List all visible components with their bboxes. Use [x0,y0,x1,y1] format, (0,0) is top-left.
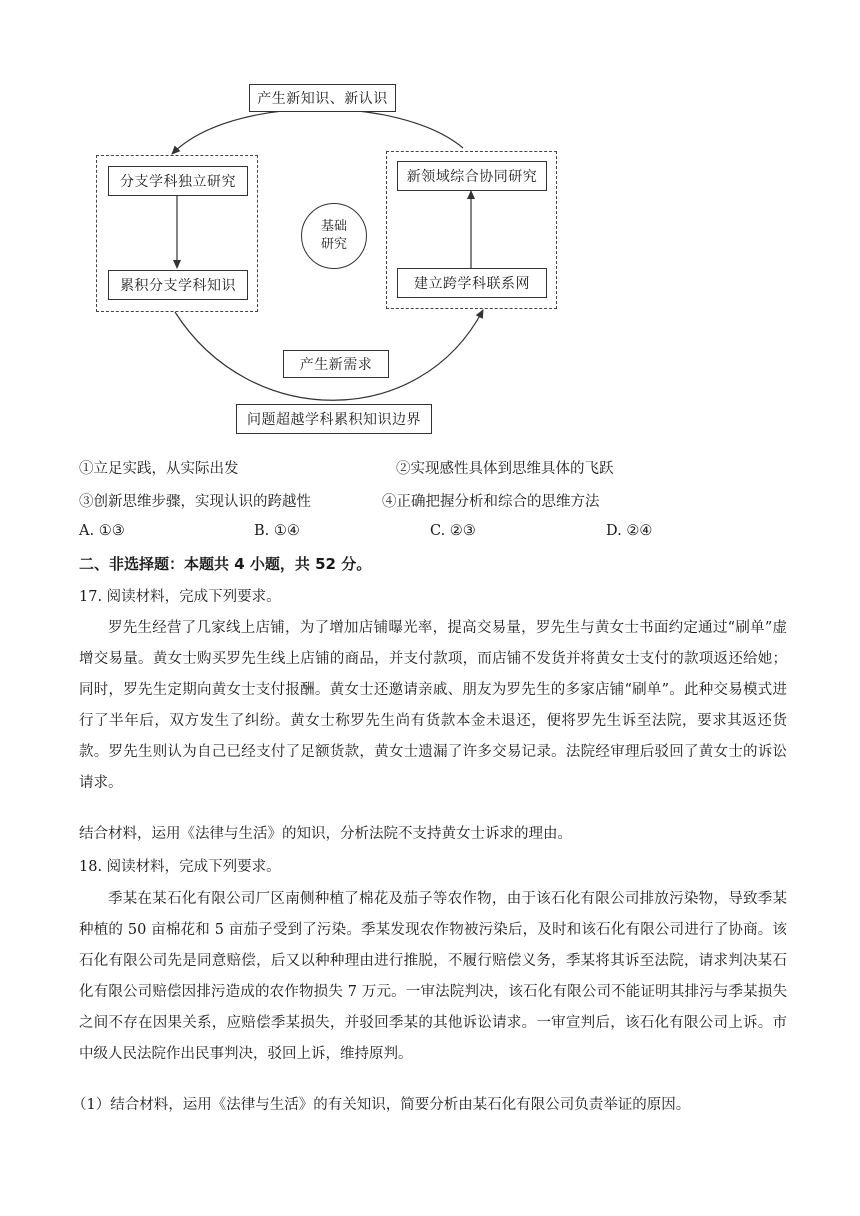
answer-b: B. ①④ [254,523,300,539]
q17-material: 罗先生经营了几家线上店铺，为了增加店铺曝光率，提高交易量，罗先生与黄女士书面约定通过“刷单”虚增交易量。黄女士购买罗先生线上店铺的商品，并支付款项，而店铺不发货并将黄女士支付的款项返还给她；同时，罗先生定期向黄女士支付报酬。黄女士还邀请亲戚、朋友为罗先生的多家店铺“刷单”。此种交易模式进行了半年后，双方发生了纠纷。黄女士称罗先生尚有货款本金未退还，便将罗先生诉至法院，要求其返还货款。罗先生则认为自己已经支付了足额货款，黄女士遗漏了许多交易记录。法院经审理后驳回了黄女士的诉讼请求。 [79,620,787,791]
right-bottom-box: 建立跨学科联系网 [397,268,547,298]
top-label-box: 产生新知识、新认识 [249,84,396,112]
left-top-box: 分支学科独立研究 [108,166,248,196]
option-4: ④正确把握分析和综合的思维方法 [382,494,600,510]
q18-title: 18. 阅读材料，完成下列要求。 [79,859,281,875]
bottom-box: 问题超越学科累积知识边界 [236,404,432,434]
center-label-line1: 基础 [320,219,347,234]
left-bottom-box: 累积分支学科知识 [108,270,248,300]
bottom-label-box: 产生新需求 [283,350,389,378]
center-label-line2: 研究 [320,237,347,252]
answer-c: C. ②③ [430,523,476,539]
top-arc-arrow [172,109,463,154]
q18-question-1: （1）结合材料，运用《法律与生活》的有关知识，简要分析由某石化有限公司负责举证的原因。 [72,1097,691,1113]
answer-a: A. ①③ [79,523,125,539]
q17-title: 17. 阅读材料，完成下列要求。 [79,589,281,605]
option-2: ②实现感性具体到思维具体的飞跃 [396,461,614,477]
cognition-cycle-diagram [0,0,860,445]
right-top-box: 新领域综合协同研究 [397,161,547,191]
answer-d: D. ②④ [606,523,653,539]
q18-material: 季某在某石化有限公司厂区南侧种植了棉花及茄子等农作物，由于该石化有限公司排放污染物，导致季某种植的 50 亩棉花和 5 亩茄子受到了污染。季某发现农作物被污染后，及时和该石化有限公司进行了协商。该石化有限公司先是同意赔偿，后又以种种理由进行推脱，不履行赔偿义务，季某将其诉至法院，请求判决某石化有限公司赔偿因排污造成的农作物损失 7 万元。一审法院判决，该石化有限公司不能证明其排污与季某损失之间不存在因果关系，应赔偿季某损失，并驳回季某的其他诉讼请求。一审宣判后，该石化有限公司上诉。市中级人民法院作出民事判决，驳回上诉，维持原判。 [79,891,787,1062]
option-1: ①立足实践，从实际出发 [79,461,239,477]
center-circle [301,203,367,269]
q17-question: 结合材料，运用《法律与生活》的知识，分析法院不支持黄女士诉求的理由。 [79,826,572,842]
section-heading: 二、非选择题：本题共 4 小题，共 52 分。 [79,555,372,573]
option-3: ③创新思维步骤，实现认识的跨越性 [79,494,311,510]
